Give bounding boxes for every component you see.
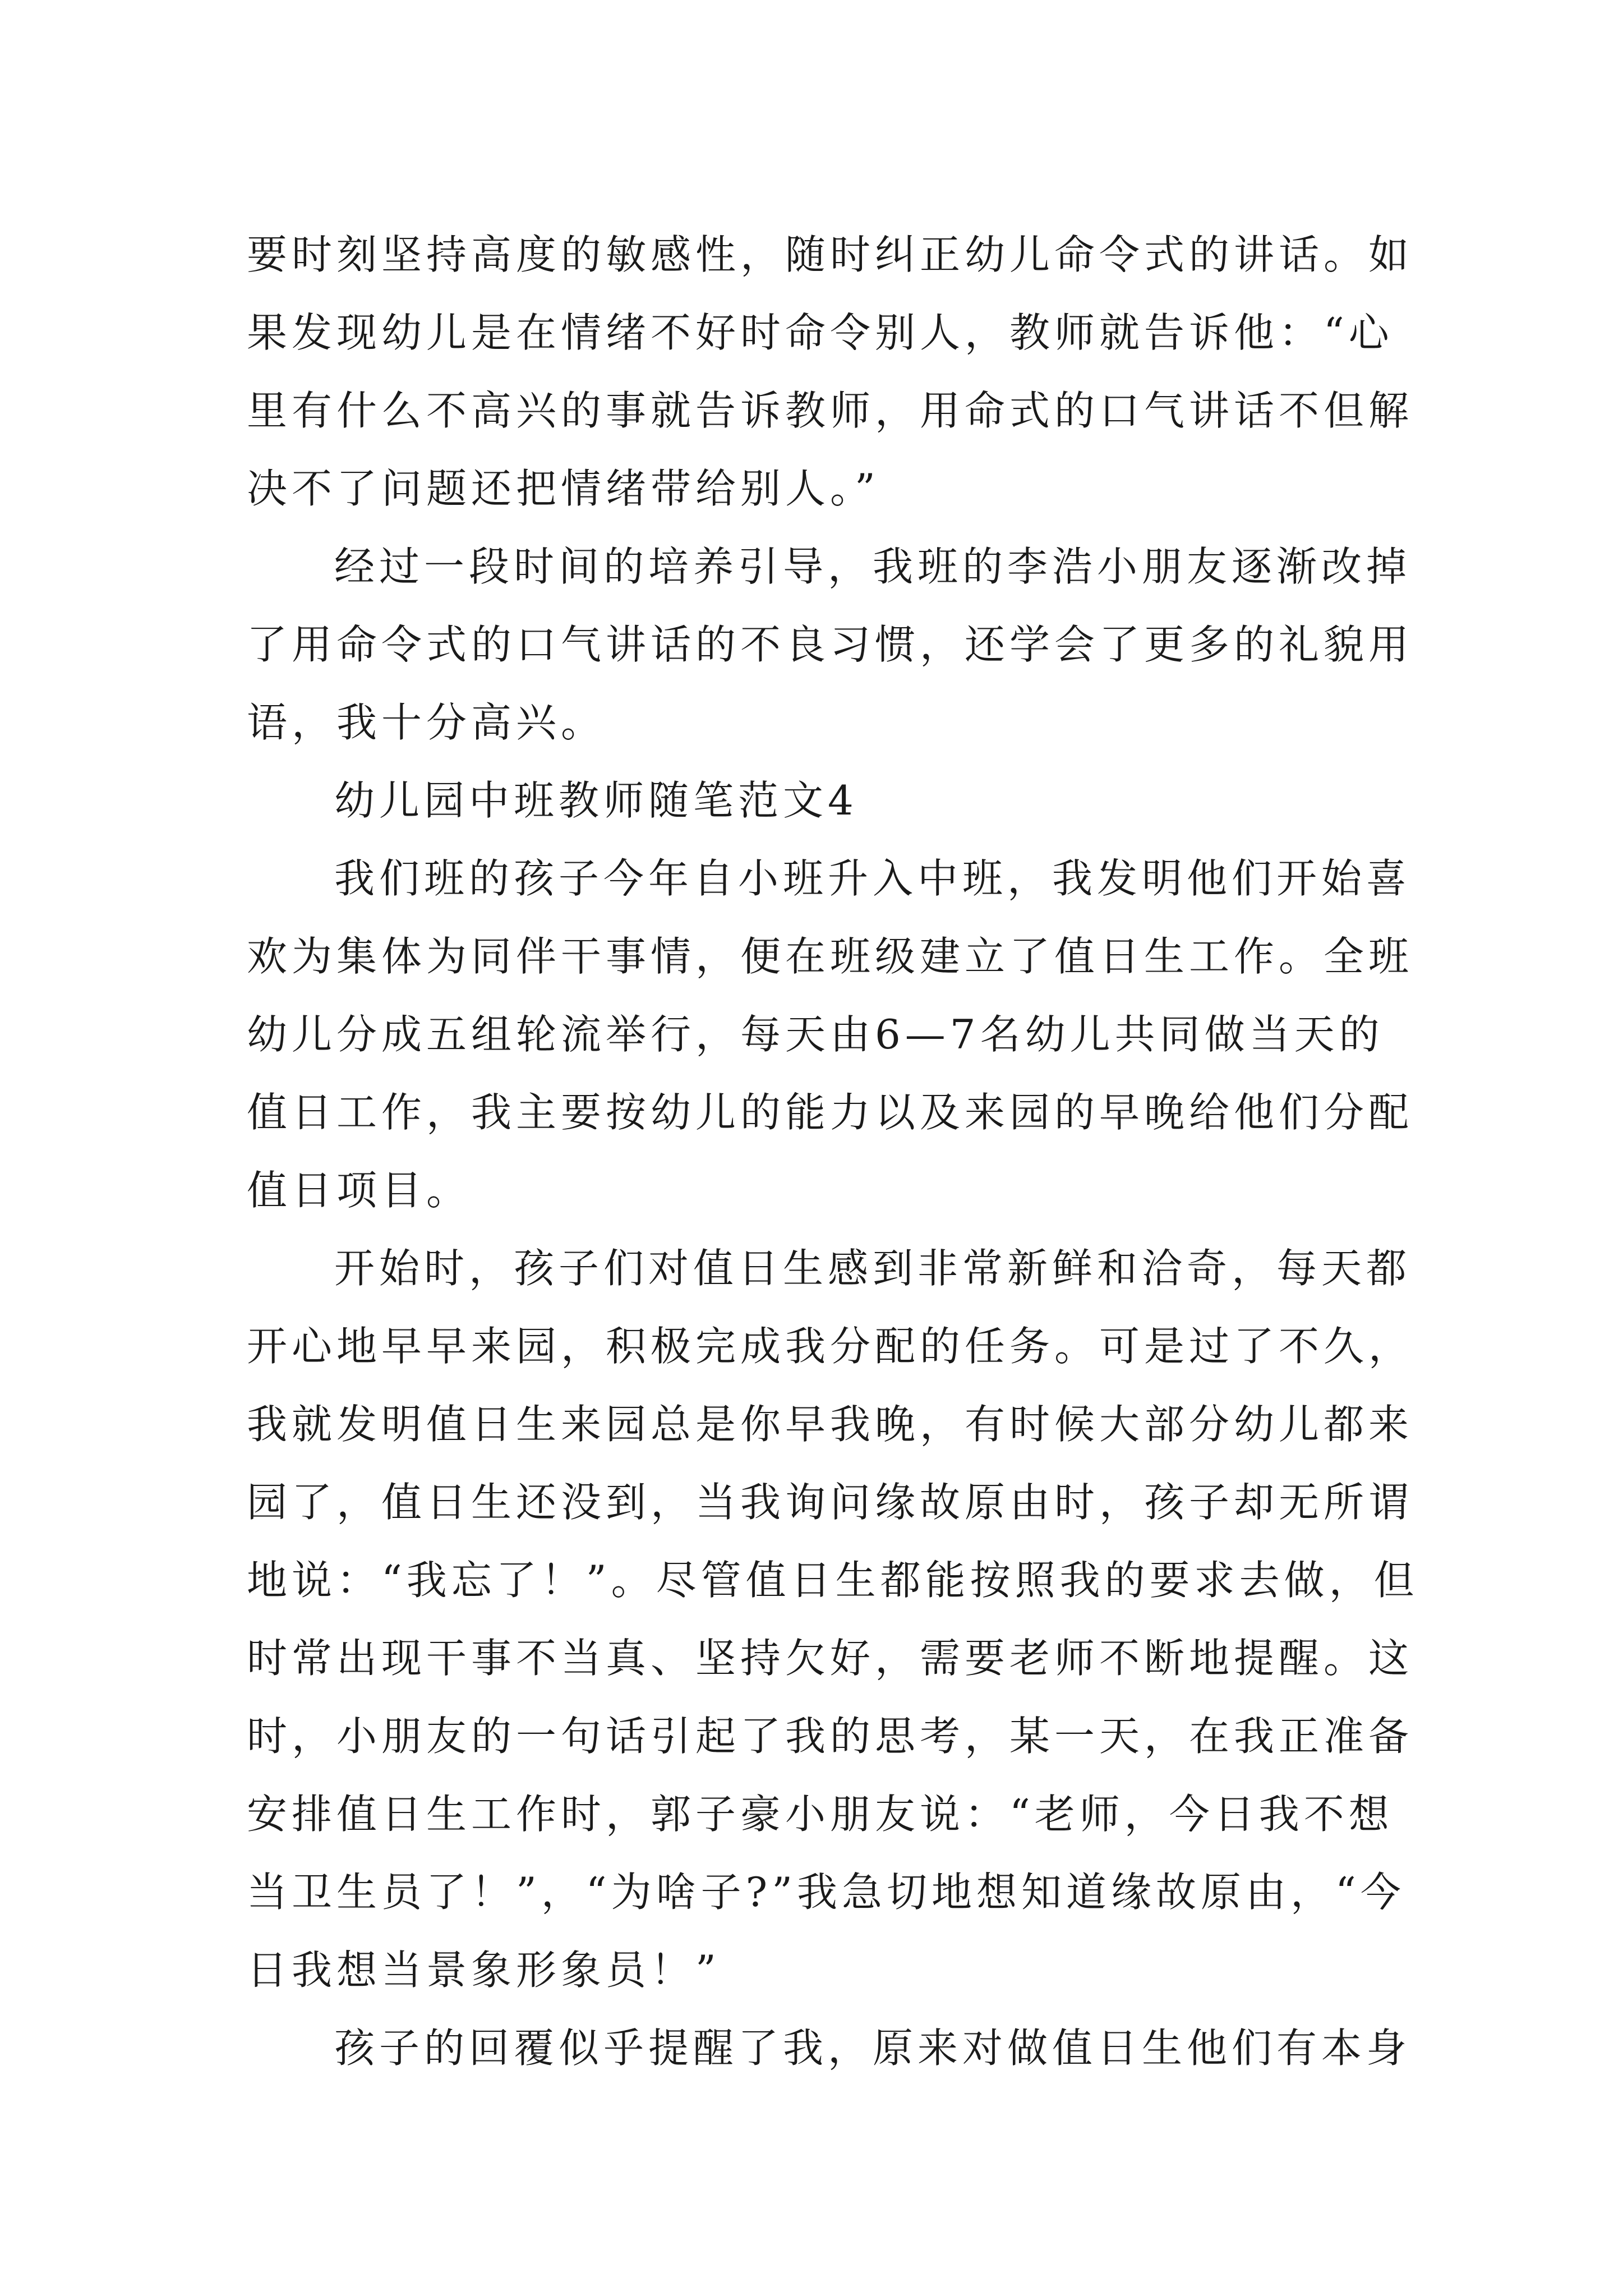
text-line: 时常出现干事不当真、坚持欠好，需要老师不断地提醒。这 bbox=[247, 1635, 1414, 1682]
text-line: 开心地早早来园，积极完成我分配的任务。可是过了不久， bbox=[247, 1323, 1414, 1370]
text-line: 里有什么不高兴的事就告诉教师，用命式的口气讲话不但解 bbox=[247, 387, 1414, 434]
text-line: 语，我十分高兴。 bbox=[247, 699, 606, 746]
text-line: 值日工作，我主要按幼儿的能力以及来园的早晚给他们分配 bbox=[247, 1089, 1414, 1136]
paragraph-start-line: 开始时，孩子们对值日生感到非常新鲜和洽奇，每天都 bbox=[334, 1245, 1412, 1292]
text-line: 值日项目。 bbox=[247, 1167, 472, 1214]
text-line: 安排值日生工作时，郭子豪小朋友说：“老师，今日我不想 bbox=[247, 1791, 1394, 1838]
text-line: 果发现幼儿是在情绪不好时命令别人，教师就告诉他：“心 bbox=[247, 309, 1394, 356]
text-line: 地说：“我忘了！”。尽管值日生都能按照我的要求去做，但 bbox=[247, 1557, 1419, 1604]
text-line: 了用命令式的口气讲话的不良习惯，还学会了更多的礼貌用 bbox=[247, 621, 1414, 668]
paragraph-start-line: 我们班的孩子今年自小班升入中班，我发明他们开始喜 bbox=[334, 855, 1412, 902]
text-line: 时，小朋友的一句话引起了我的思考，某一天，在我正准备 bbox=[247, 1713, 1414, 1760]
text-line: 幼儿分成五组轮流举行，每天由6—7名幼儿共同做当天的 bbox=[247, 1011, 1384, 1058]
text-line: 要时刻坚持高度的敏感性，随时纠正幼儿命令式的讲话。如 bbox=[247, 231, 1414, 278]
text-line: 日我想当景象形象员！” bbox=[247, 1947, 721, 1994]
text-line: 我就发明值日生来园总是你早我晚，有时候大部分幼儿都来 bbox=[247, 1401, 1414, 1448]
text-line: 当卫生员了！”，“为啥子?”我急切地想知道缘故原由，“今 bbox=[247, 1869, 1405, 1916]
text-line: 决不了问题还把情绪带给别人。” bbox=[247, 465, 880, 512]
paragraph-start-line: 孩子的回覆似乎提醒了我，原来对做值日生他们有本身 bbox=[334, 2024, 1412, 2072]
document-body bbox=[247, 216, 1419, 2087]
text-line: 园了，值日生还没到，当我询问缘故原由时，孩子却无所谓 bbox=[247, 1479, 1414, 1526]
text-line: 欢为集体为同伴干事情，便在班级建立了值日生工作。全班 bbox=[247, 933, 1414, 980]
section-heading: 幼儿园中班教师随笔范文4 bbox=[334, 777, 858, 824]
paragraph-start-line: 经过一段时间的培养引导，我班的李浩小朋友逐渐改掉 bbox=[334, 543, 1412, 590]
